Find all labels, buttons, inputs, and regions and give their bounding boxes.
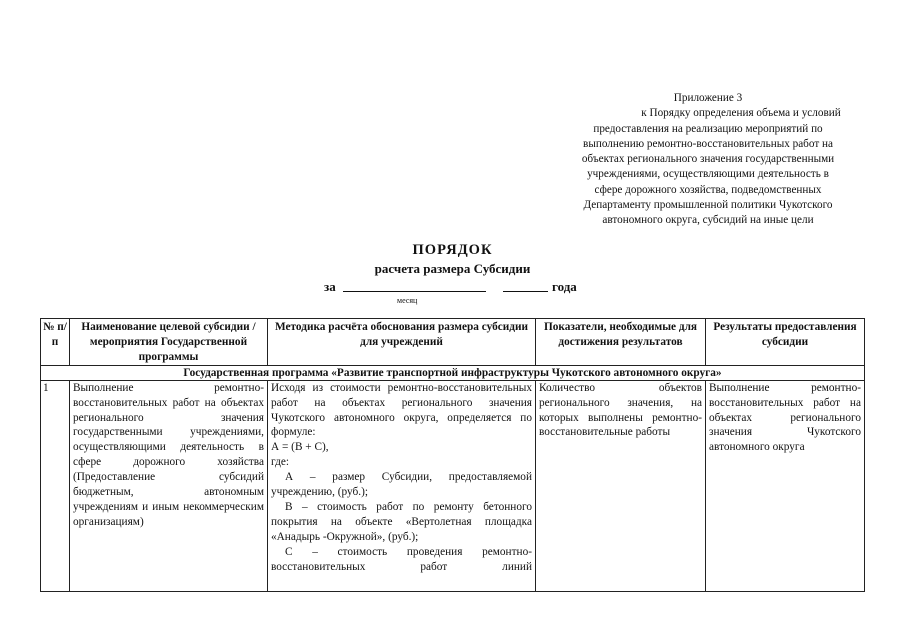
method-formula: А = (В + С), bbox=[271, 441, 329, 454]
appendix-note bbox=[548, 91, 868, 229]
period-suffix: года bbox=[552, 279, 577, 294]
appendix-line: объектах регионального значения государственными bbox=[581, 153, 835, 166]
calculation-table bbox=[40, 318, 865, 592]
appendix-line: предоставления на реализацию мероприятий по bbox=[593, 122, 823, 135]
row-indicator: Количество объектов регионального значения, на которых выполнены ремонтно-восстановительные работы bbox=[539, 381, 702, 439]
appendix-line: Приложение 3 bbox=[673, 92, 743, 104]
period-prefix: за bbox=[324, 279, 336, 294]
appendix-line: выполнению ремонтно-восстановительных работ на bbox=[583, 137, 833, 150]
month-caption: месяц bbox=[397, 296, 418, 305]
document-title: ПОРЯДОК bbox=[412, 242, 493, 258]
section-title: Государственная программа «Развитие транспортной инфраструктуры Чукотского автономного округа» bbox=[41, 365, 865, 380]
appendix-line: автономного округа, субсидий на иные цели bbox=[602, 214, 814, 227]
appendix-line: Департаменту промышленной политики Чукотского bbox=[583, 199, 833, 212]
header-indicators: Показатели, необходимые для достижения результатов bbox=[536, 319, 706, 366]
row-result-cell bbox=[706, 380, 865, 591]
table-header-row bbox=[41, 319, 865, 366]
table-row bbox=[41, 380, 865, 591]
method-b: В – стоимость работ по ремонту бетонного покрытия на объекте «Вертолетная площадка «Анадырь -Окружной», (руб.); bbox=[271, 500, 532, 543]
row-name: Выполнение ремонтно-восстановительных работ на объектах регионального значения государственными учреждениями, осуществляющими деятельность в сфере дорожного хозяйства (Предоставление субсидий бюджетным, автономным учреждениям и иным некоммерческим организациям) bbox=[73, 381, 264, 528]
row-method-cell bbox=[268, 380, 536, 591]
row-name-cell bbox=[70, 380, 268, 591]
method-where: где: bbox=[271, 456, 289, 469]
method-a: А – размер Субсидии, предоставляемой учреждению, (руб.); bbox=[271, 471, 532, 499]
year-blank-line bbox=[503, 291, 548, 292]
appendix-line: учреждениями, осуществляющими деятельность в bbox=[587, 168, 829, 181]
header-name: Наименование целевой субсидии /мероприятия Государственной программы bbox=[70, 319, 268, 366]
row-indicator-cell bbox=[536, 380, 706, 591]
header-number: № п/п bbox=[41, 319, 70, 366]
section-row bbox=[41, 365, 865, 380]
document-subtitle: расчета размера Субсидии bbox=[374, 261, 531, 276]
appendix-line: сфере дорожного хозяйства, подведомственных bbox=[594, 183, 822, 196]
row-result: Выполнение ремонтно-восстановительных работ на объектах регионального значения Чукотского автономного округа bbox=[709, 381, 861, 454]
row-method bbox=[271, 381, 532, 591]
month-blank-line bbox=[343, 291, 486, 292]
appendix-line: к Порядку определения объема и условий bbox=[641, 107, 841, 120]
header-method: Методика расчёта обоснования размера субсидии для учреждений bbox=[268, 319, 536, 366]
header-results: Результаты предоставления субсидии bbox=[706, 319, 865, 366]
method-c: С – стоимость проведения ремонтно-восстановительных работ линий bbox=[271, 545, 532, 573]
row-number: 1 bbox=[41, 380, 70, 591]
method-intro: Исходя из стоимости ремонтно-восстановительных работ на объектах регионального значения Чукотского автономного округа, определяется по формуле: bbox=[271, 381, 532, 439]
